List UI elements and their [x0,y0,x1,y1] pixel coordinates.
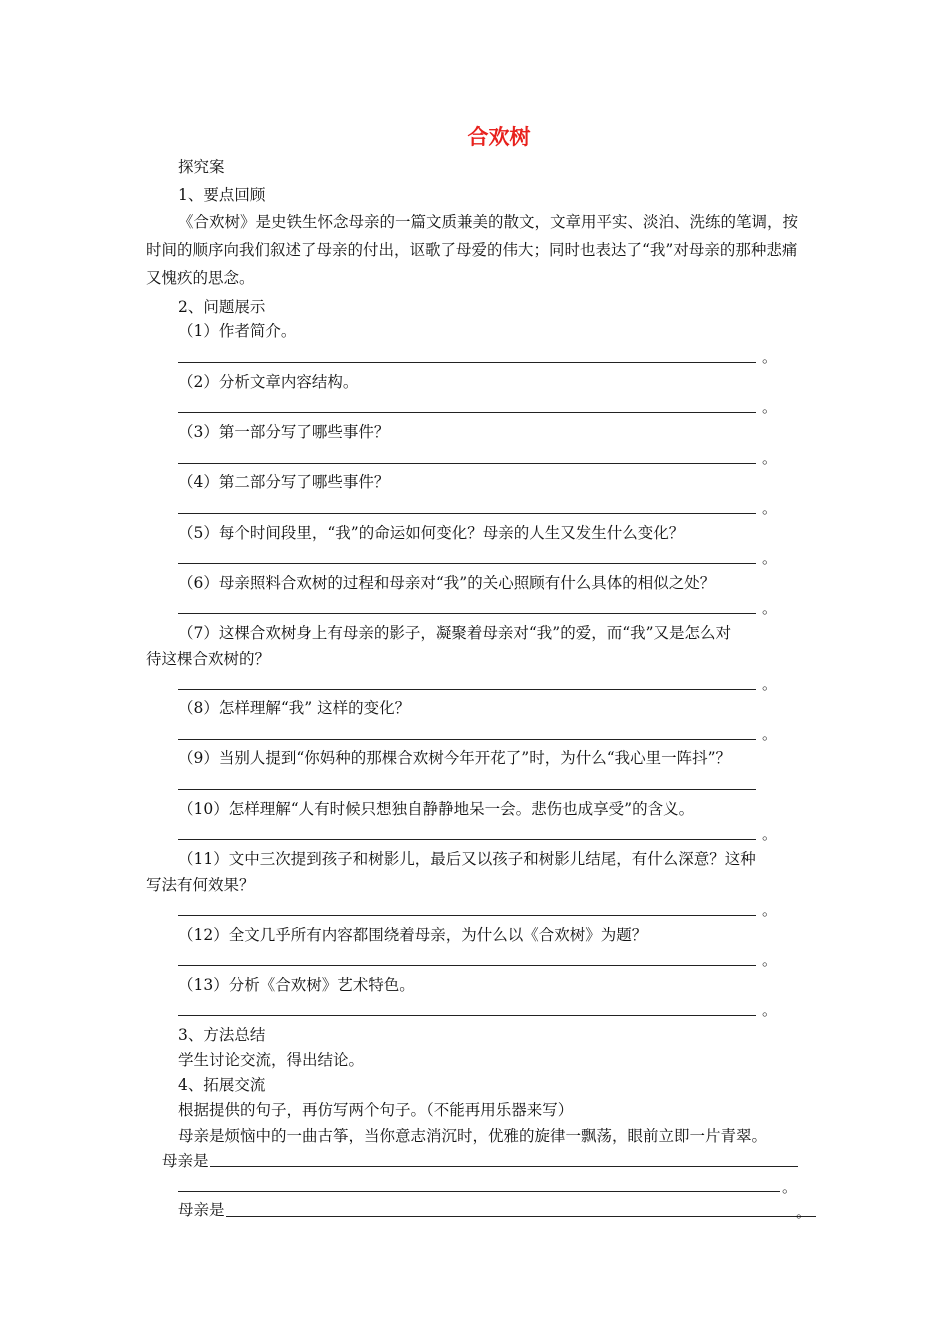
section-label: 探究案 [178,158,225,176]
section-4-heading: 4、拓展交流 [178,1076,266,1094]
answer-line[interactable] [178,789,756,790]
section-4-instruction: 根据提供的句子，再仿写两个句子。（不能再用乐器来写） [178,1101,574,1119]
question-4: （4）第二部分写了哪些事件？ [178,473,390,491]
prompt-label: 母亲是 [162,1152,209,1170]
question-9: （9）当别人提到“你妈种的那棵合欢树今年开花了”时，为什么“我心里一阵抖”？ [178,749,732,767]
answer-line[interactable] [178,965,756,966]
question-8: （8）怎样理解“我” 这样的变化？ [178,699,411,717]
period-mark: 。 [762,901,778,919]
answer-line[interactable] [178,839,756,840]
question-6: （6）母亲照料合欢树的过程和母亲对“我”的关心照顾有什么具体的相似之处？ [178,574,716,592]
period-mark: 。 [762,398,778,416]
section-2-heading: 2、问题展示 [178,298,266,316]
period-mark: 。 [762,1001,778,1019]
question-10: （10）怎样理解“人有时候只想独自静静地呆一会。悲伤也成享受”的含义。 [178,800,695,818]
question-11-continued: 写法有何效果？ [146,876,255,894]
period-mark: 。 [762,499,778,517]
answer-line[interactable] [178,1015,756,1016]
section-3-text: 学生讨论交流，得出结论。 [178,1051,365,1069]
question-11: （11）文中三次提到孩子和树影儿，最后又以孩子和树影儿结尾，有什么深意？这种 [178,850,756,868]
period-mark: 。 [762,449,778,467]
answer-line[interactable] [210,1166,798,1167]
question-3: （3）第一部分写了哪些事件？ [178,423,390,441]
question-1: （1）作者简介。 [178,322,297,340]
question-13: （13）分析《合欢树》艺术特色。 [178,976,415,994]
period-mark: 。 [762,951,778,969]
document-title: 合欢树 [467,125,531,149]
answer-line[interactable] [178,1191,780,1192]
answer-line[interactable] [178,412,756,413]
answer-line[interactable] [178,613,756,614]
section-4-example: 母亲是烦恼中的一曲古筝，当你意志消沉时，优雅的旋律一飘荡，眼前立即一片青翠。 [178,1127,768,1145]
answer-line[interactable] [178,915,756,916]
prompt-label: 母亲是 [178,1201,225,1219]
period-mark: 。 [762,675,778,693]
section-1-heading: 1、要点回顾 [178,186,266,204]
period-mark: 。 [762,725,778,743]
answer-line[interactable] [178,463,756,464]
answer-line[interactable] [226,1216,816,1217]
answer-line[interactable] [178,362,756,363]
period-mark: 。 [762,549,778,567]
answer-line[interactable] [178,739,756,740]
question-2: （2）分析文章内容结构。 [178,373,359,391]
period-mark: 。 [762,825,778,843]
answer-line[interactable] [178,513,756,514]
section-1-paragraph: 《合欢树》是史铁生怀念母亲的一篇文质兼美的散文，文章用平实、淡泊、洗练的笔调，按时间的顺序向我们叙述了母亲的付出，讴歌了母爱的伟大；同时也表达了“我”对母亲的那种悲痛又愧疚的思念。 [146,213,799,287]
period-mark: 。 [782,1178,798,1196]
question-7-continued: 待这棵合欢树的？ [146,650,271,668]
period-mark: 。 [762,348,778,366]
period-mark: 。 [796,1203,812,1221]
question-5: （5）每个时间段里，“我”的命运如何变化？母亲的人生又发生什么变化？ [178,524,685,542]
answer-line[interactable] [178,563,756,564]
question-7: （7）这棵合欢树身上有母亲的影子，凝聚着母亲对“我”的爱，而“我”又是怎么对 [178,624,732,642]
answer-line[interactable] [178,689,756,690]
period-mark: 。 [762,599,778,617]
question-12: （12）全文几乎所有内容都围绕着母亲，为什么以《合欢树》为题？ [178,926,648,944]
section-3-heading: 3、方法总结 [178,1026,266,1044]
